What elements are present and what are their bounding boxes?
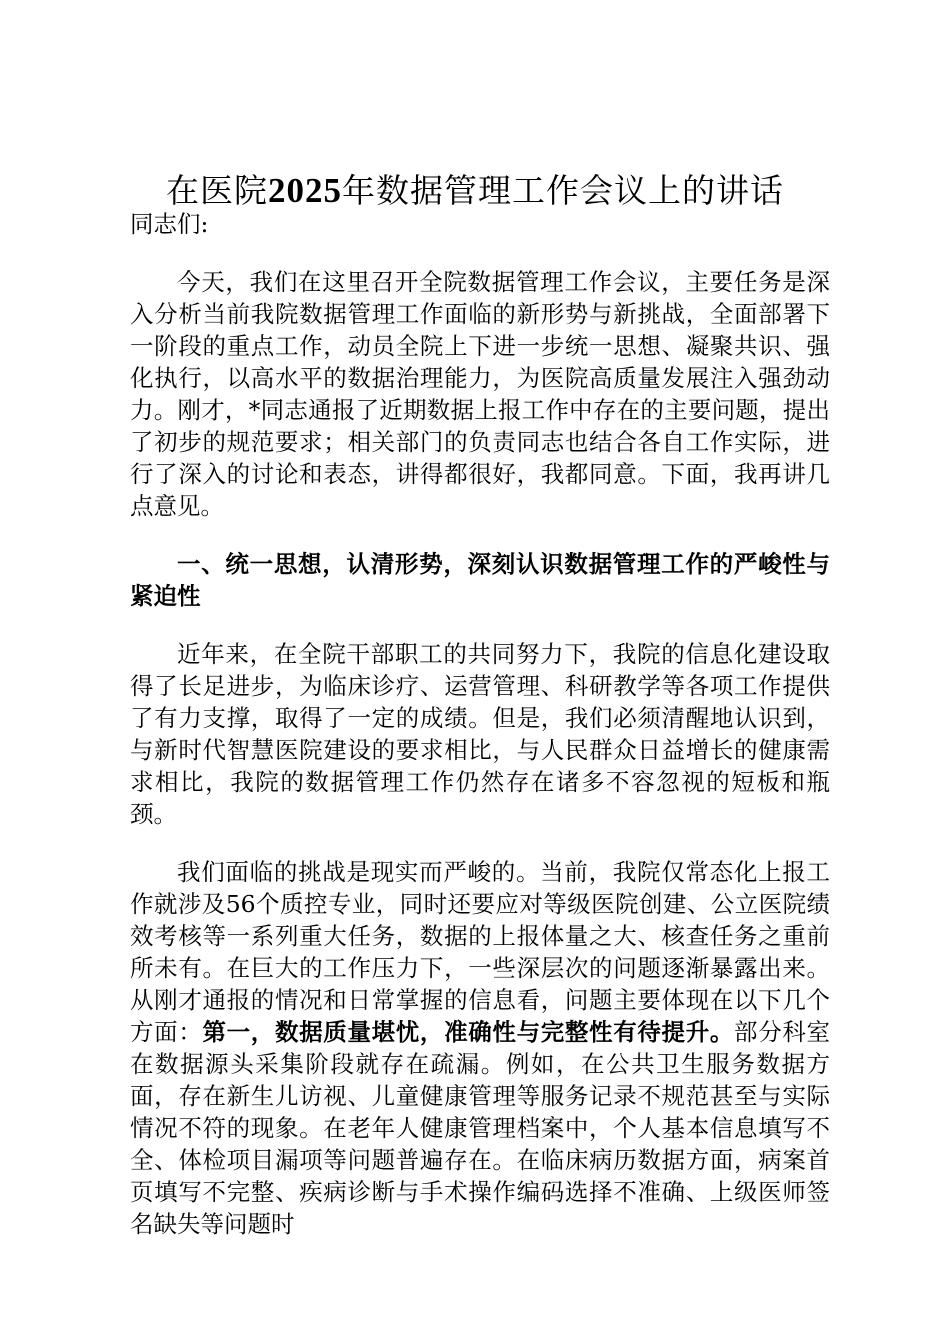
paragraph-challenges-intro: 我们面临的挑战是现实而严峻的。当前，我院仅常态化上报工作就涉及56个质控专业，同时还要应对等级医院创建、公立医院绩效考核等一系列重大任务，数据的上报体量之大、核查任务之重前所未有。在巨大的工作压力下，一些深层次的问题逐渐暴露出来。从刚才通报的情况和日常掌握的信息看，问题主要体现在以下几个方面： [130, 858, 830, 1046]
paragraph-opening: 今天，我们在这里召开全院数据管理工作会议，主要任务是深入分析当前我院数据管理工作面临的新形势与新挑战，全面部署下一阶段的重点工作，动员全院上下进一步统一思想、凝聚共识、强化执行，以高水平的数据治理能力，为医院高质量发展注入强劲动力。刚才，*同志通报了近期数据上报工作中存在的主要问题，提出了初步的规范要求；相关部门的负责同志也结合各自工作实际，进行了深入的讨论和表态，讲得都很好，我都同意。下面，我再讲几点意见。 [130, 268, 830, 520]
title-prefix: 在医院 [166, 171, 268, 210]
document-body [130, 208, 830, 1240]
paragraph-achievements: 近年来，在全院干部职工的共同努力下，我院的信息化建设取得了长足进步，为临床诊疗、运营管理、科研教学等各项工作提供了有力支撑，取得了一定的成绩。但是，我们必须清醒地认识到，与新时代智慧医院建设的要求相比，与人民群众日益增长的健康需求相比，我院的数据管理工作仍然存在诸多不容忽视的短板和瓶颈。 [130, 640, 830, 828]
spacer [130, 830, 830, 856]
point-one-heading: 第一，数据质量堪忧，准确性与完整性有待提升。 [202, 1018, 735, 1046]
paragraph-challenges-detail: 部分科室在数据源头采集阶段就存在疏漏。例如，在公共卫生服务数据方面，存在新生儿访视、儿童健康管理等服务记录不规范甚至与实际情况不符的现象。在老年人健康管理档案中，个人基本信息填写不全、体检项目漏项等问题普遍存在。在临床病历数据方面，病案首页填写不完整、疾病诊断与手术操作编码选择不准确、上级医师签名缺失等问题时 [130, 1018, 831, 1238]
paragraph-challenges [130, 856, 830, 1240]
spacer [130, 252, 830, 266]
spacer [130, 522, 830, 548]
salutation: 同志们: [130, 210, 209, 238]
title-suffix: 年数据管理工作会议上的讲话 [342, 171, 784, 210]
spacer [130, 612, 830, 638]
title-year: 2025 [268, 171, 342, 210]
section-heading-1: 一、统一思想，认清形势，深刻认识数据管理工作的严峻性与紧迫性 [130, 550, 830, 610]
